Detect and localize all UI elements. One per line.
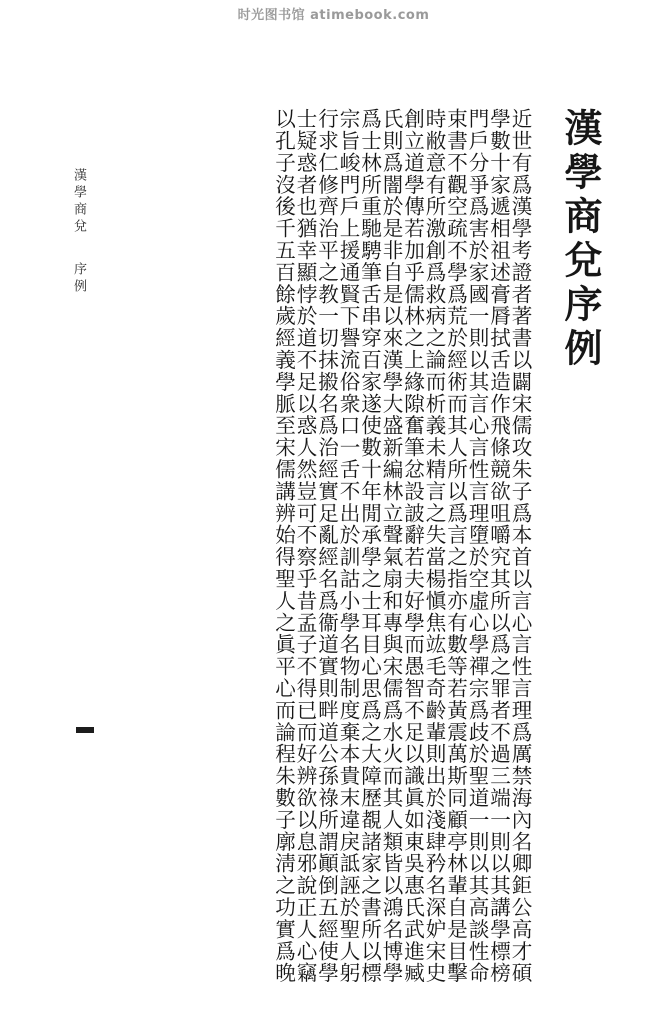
text-column: 創立道學傳若加乎儒林之上緣隙奮筆忿設詖辭若夫好學而愚智不足以識眞如東吳惠氏武進臧: [400, 108, 425, 984]
text-column: 以孔子沒後千五百餘歲經義學脈至宋儒講辨始得聖人之眞平心而論程朱數子廓淸之功實爲晚: [271, 108, 296, 984]
running-head-section: 序例: [71, 262, 86, 296]
running-head-title: 漢學商兌: [71, 168, 86, 236]
text-column: 士疑惑者也猶幸顯悖於道不足以惑人然豈可不察乎昔孟子不得已而好辨欲以息邪說正人心竊: [293, 108, 317, 984]
text-column: 門戶分爭爲害於家國一則以其言心言性言理墮於空虛心學禪宗爲歧於聖道一則以其高談性命: [465, 108, 489, 984]
page-number: [76, 727, 94, 733]
text-column: 爲士林所重馳騁筆舌串穿百家遂使數十年閒承學之士耳目心思爲之大障歷覩諸家之書所以標: [357, 108, 382, 984]
book-title: 漢學商兌序例: [558, 108, 603, 372]
text-column: 宗旨峻門戶上援通賢下譽流俗衆口一舌不出於訓詁小學名物制度棄本貴末違戾詆誣於聖人躬: [336, 108, 360, 984]
text-column: 束書不觀空疏不學爲荒於經術而其人所以爲言之指亦有數等若黃震萬斯同顧亭林輩自是目擊: [443, 108, 468, 984]
page-number-label: [76, 727, 77, 728]
preface-body: [100, 108, 532, 984]
text-column: 近世有爲漢學考證者著書以闢宋儒攻朱子爲本首以言心言性言理爲厲禁海內名卿鉅公高才碩: [508, 108, 532, 984]
watermark: 时光图书馆 atimebook.com: [237, 8, 430, 23]
text-column: 氏則爲闇於是非自是以來漢學大盛新編林立聲氣扇和專與宋儒爲水火而其人類皆以鴻名博學: [379, 108, 403, 984]
text-column: 行求仁修齊治平之教一切抹摋名爲治經實足亂經名爲衞道實則畔道公孫祿所謂顚倒五經使學: [314, 108, 339, 984]
text-column: 時敝意有所激創爲救病之論而析義未精言之失當楊愼焦竑毛奇齡輩則出於淺肆矜名深妒宋史: [422, 108, 446, 984]
text-column: 學數十家遞相祖述膏脣拭舌造作飛條競欲咀嚼究其所以爲之罪者不過三端一則以其講學標榜: [486, 108, 511, 984]
running-head: [68, 168, 88, 338]
